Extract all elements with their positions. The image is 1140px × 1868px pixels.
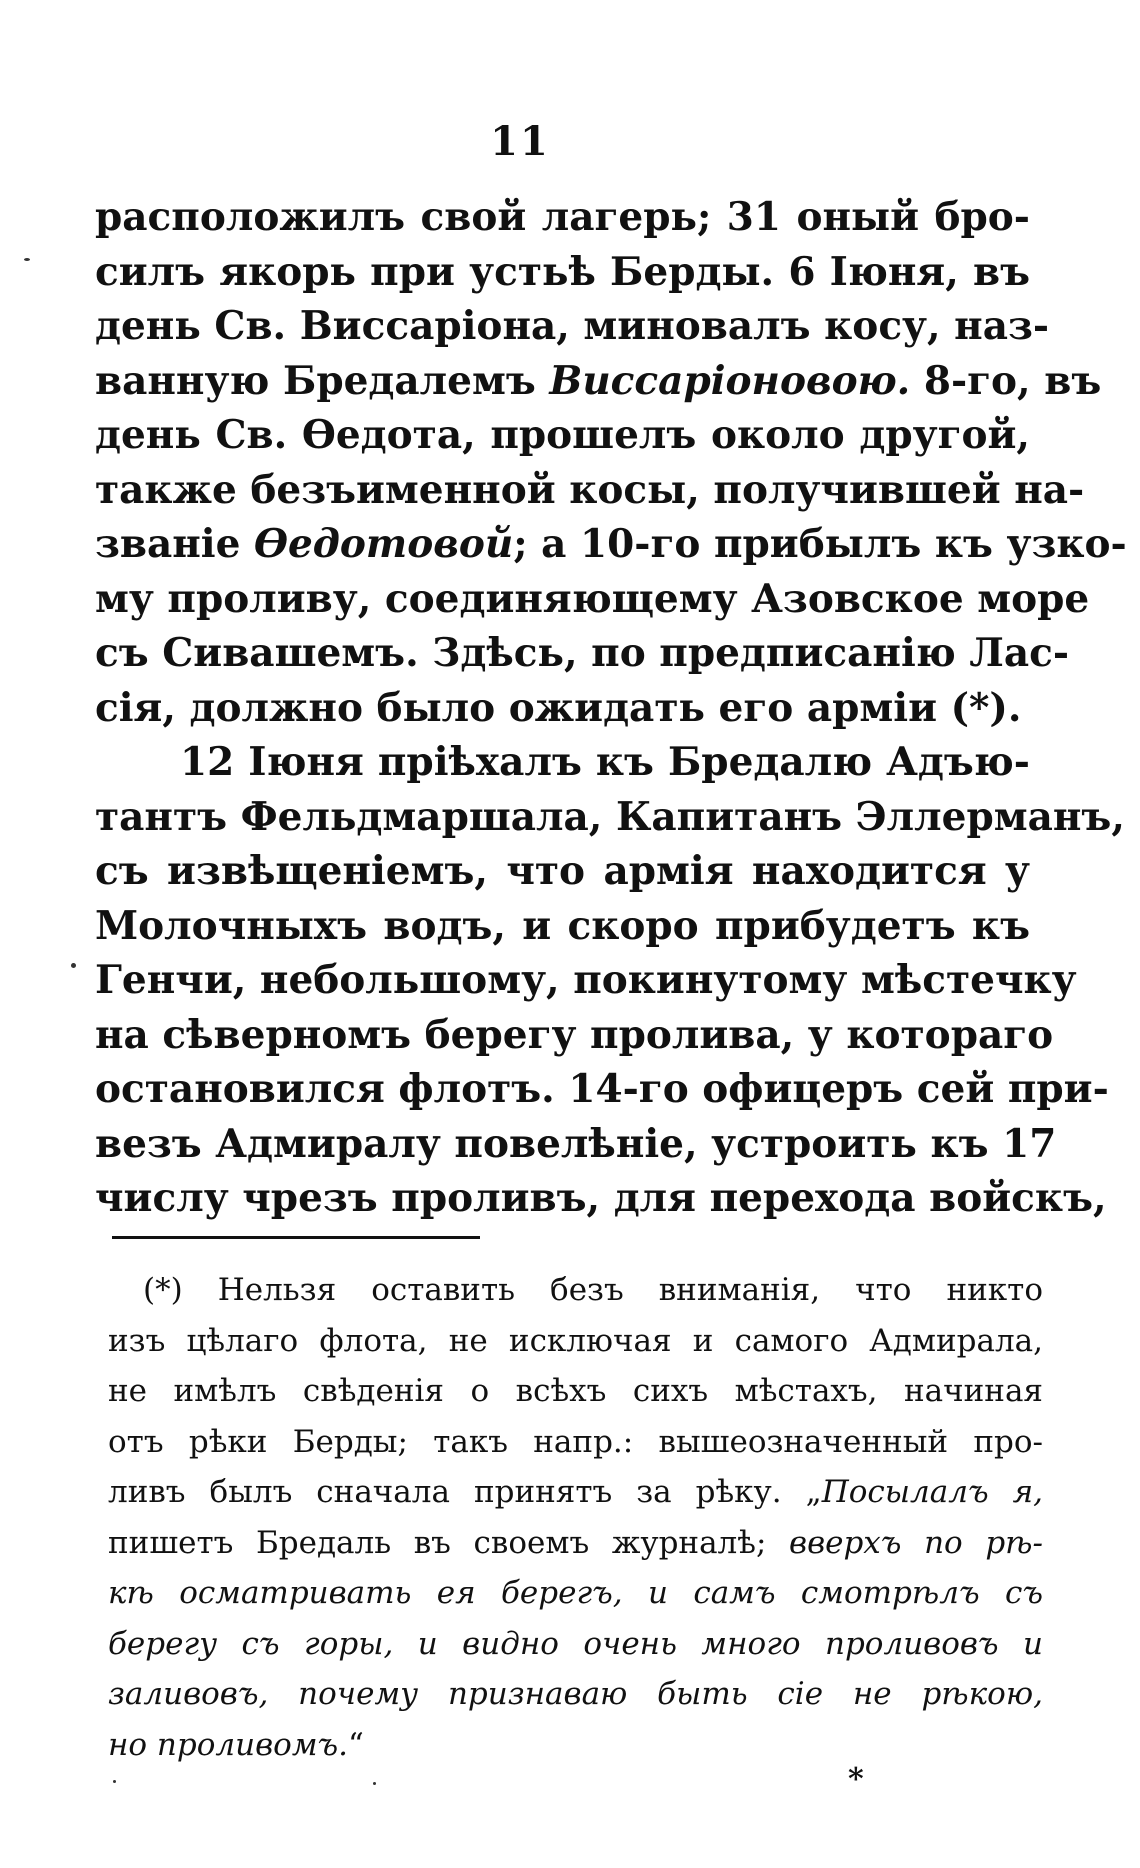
text-line: остановился флотъ. 14-го офицеръ сей при-	[95, 1066, 1109, 1112]
text-line: также безъименной косы, получившей на-	[95, 466, 1085, 513]
text-line: день Св. Өедота, прошелъ около другой,	[95, 412, 1030, 458]
text-line: силъ якорь при устьѣ Берды. 6 Іюня, въ	[95, 248, 1030, 295]
page-number: 11	[490, 118, 550, 165]
italic-segment: но проливомъ.	[108, 1726, 349, 1763]
text-segment: “	[348, 1726, 364, 1763]
ink-speck	[373, 1782, 376, 1785]
italic-segment: кѣ осматривать ея берегъ, и самъ смотрѣлъ съ	[108, 1575, 1043, 1611]
footnote-divider	[112, 1236, 480, 1239]
italic-segment: вверхъ по рѣ-	[789, 1524, 1044, 1561]
signature-mark: *	[848, 1762, 864, 1797]
text-line: везъ Адмиралу повелѣніе, устроить къ 17	[95, 1120, 1057, 1167]
footnote-line: (*) Нельзя оставить безъ вниманія, что никто	[143, 1272, 1043, 1308]
ink-speck	[113, 1780, 116, 1783]
text-line: съ Сивашемъ. Здѣсь, по предписанію Лас-	[95, 630, 1070, 676]
text-line: день Св. Виссаріона, миновалъ косу, наз-	[95, 303, 1050, 349]
text-line	[95, 354, 1102, 409]
footnote-line	[108, 1518, 1043, 1569]
footnote-line: отъ рѣки Берды; такъ напр.: вышеозначенный про-	[108, 1423, 1043, 1460]
text-line: сія, должно было ожидать его арміи (*).	[95, 684, 1022, 731]
text-segment: ванную Бредалемъ	[95, 357, 550, 404]
italic-segment: Виссаріоновою.	[549, 357, 911, 404]
footnote-line: не имѣлъ свѣденія о всѣхъ сихъ мѣстахъ, начиная	[108, 1373, 1043, 1409]
text-segment: званіе	[95, 521, 255, 567]
footnote	[108, 1265, 1043, 1770]
text-line: числу чрезъ проливъ, для перехода войскъ,	[95, 1175, 1107, 1221]
text-line: Молочныхъ водъ, и скоро прибудетъ къ	[95, 902, 1030, 949]
text-segment: ; а 10-го прибылъ къ узко-	[513, 521, 1127, 567]
text-line: съ извѣщеніемъ, что армія находится у	[95, 848, 1030, 894]
text-segment: ливъ былъ сначала принятъ за рѣку. „	[108, 1474, 822, 1510]
italic-segment: берегу съ горы, и видно очень много проливовъ и	[108, 1625, 1043, 1662]
text-segment: 8-го, въ	[910, 357, 1102, 404]
footnote-line	[108, 1669, 1043, 1720]
text-line: му проливу, соединяющему Азовское море	[95, 575, 1090, 622]
text-line: Генчи, небольшому, покинутому мѣстечку	[95, 957, 1077, 1003]
main-text	[95, 190, 1127, 1226]
ink-speck	[24, 258, 30, 261]
footnote-line	[108, 1619, 1043, 1670]
text-line	[95, 517, 1127, 572]
footnote-line	[108, 1720, 1043, 1771]
text-line: расположилъ свой лагерь; 31 оный бро-	[95, 194, 1030, 240]
italic-segment: Посылалъ я,	[821, 1474, 1043, 1510]
text-line: на сѣверномъ берегу пролива, у котораго	[95, 1011, 1054, 1058]
text-segment: пишетъ Бредаль въ своемъ журналѣ;	[108, 1524, 790, 1561]
footnote-line: изъ цѣлаго флота, не исключая и самого Адмирала,	[108, 1322, 1043, 1359]
text-line: тантъ Фельдмаршала, Капитанъ Эллерманъ,	[95, 793, 1125, 840]
italic-segment: Өедотовой	[254, 521, 514, 567]
footnote-line	[108, 1467, 1043, 1518]
text-line: 12 Іюня пріѣхалъ къ Бредалю Адъю-	[180, 739, 1030, 785]
ink-speck	[71, 963, 76, 968]
italic-segment: заливовъ, почему признаваю быть сіе не рѣкою,	[108, 1676, 1043, 1712]
footnote-line	[108, 1568, 1043, 1619]
